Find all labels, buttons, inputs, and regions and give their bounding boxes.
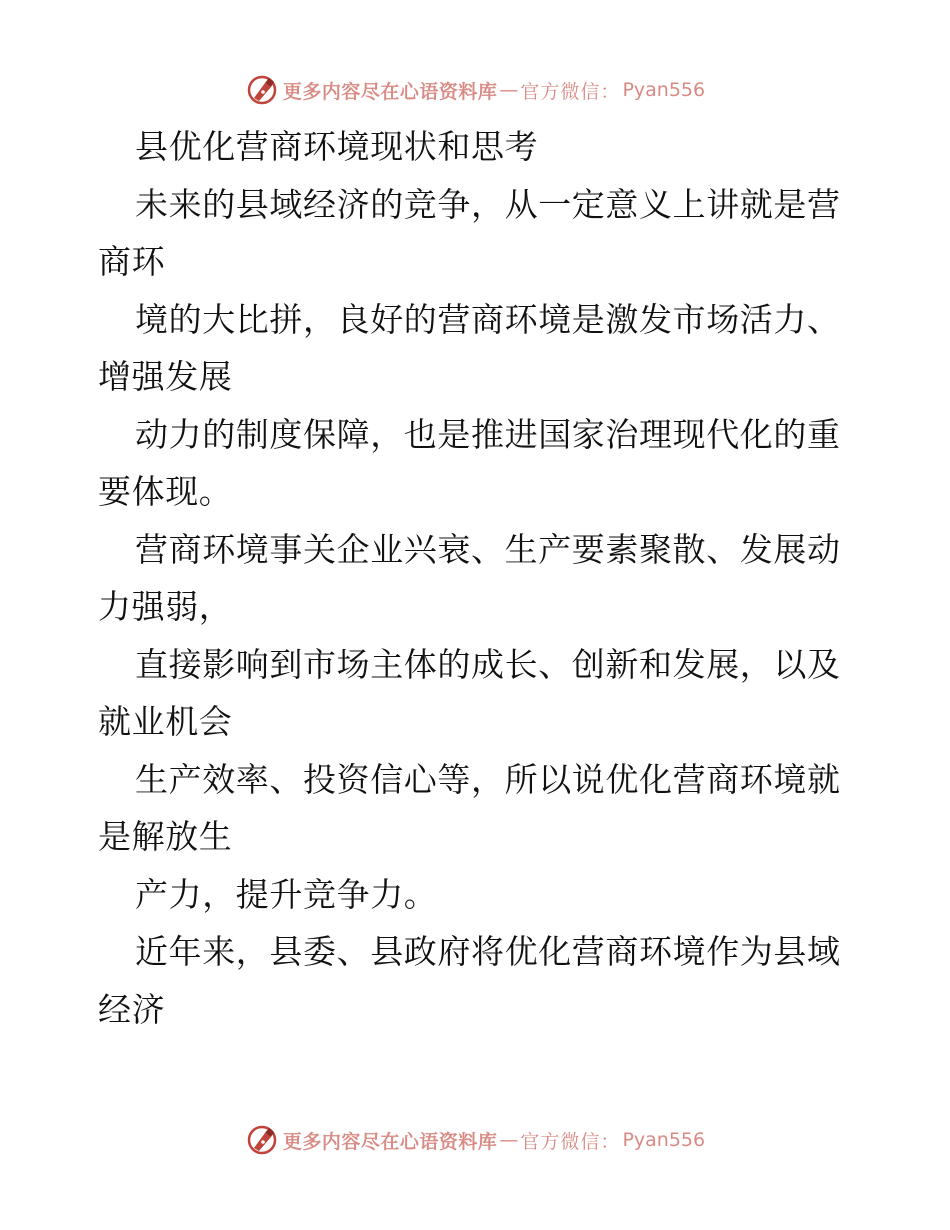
paragraph-line: 未来的县域经济的竞争，从一定意义上讲就是营 <box>135 184 841 224</box>
paragraph-line: 要体现。 <box>98 472 233 511</box>
paragraph-line: 就业机会 <box>98 702 233 741</box>
document-body <box>98 118 858 1038</box>
pen-nib-logo-icon <box>245 73 279 107</box>
paragraph-line: 增强发展 <box>98 357 233 396</box>
paragraph-line: 境的大比拼，良好的营商环境是激发市场活力、 <box>135 299 841 339</box>
banner-separator: — <box>499 1129 519 1151</box>
footer-watermark-banner <box>0 1120 950 1160</box>
header-watermark-banner <box>0 70 950 110</box>
paragraph-line: 动力的制度保障，也是推进国家治理现代化的重 <box>135 414 841 454</box>
paragraph-line: 商环 <box>98 242 166 281</box>
paragraph-line: 产力，提升竞争力。 <box>135 874 438 914</box>
banner-wechat-id: Pyan556 <box>622 79 706 101</box>
banner-main-text: 更多内容尽在心语资料库 <box>282 1130 498 1153</box>
banner-wechat-id: Pyan556 <box>622 1129 706 1151</box>
paragraph-line: 直接影响到市场主体的成长、创新和发展，以及 <box>135 644 841 684</box>
paragraph-line: 近年来，县委、县政府将优化营商环境作为县域 <box>135 932 841 971</box>
banner-wechat-label: 官方微信： <box>520 80 621 103</box>
banner-main-text: 更多内容尽在心语资料库 <box>282 80 498 103</box>
banner-wechat-label: 官方微信： <box>520 1130 621 1153</box>
paragraph-line: 力强弱， <box>98 587 233 626</box>
paragraph-line: 营商环境事关企业兴衰、生产要素聚散、发展动 <box>135 529 841 569</box>
banner-separator: — <box>499 79 519 101</box>
paragraph-line: 经济 <box>98 989 166 1029</box>
paragraph-line: 是解放生 <box>98 817 233 856</box>
document-title: 县优化营商环境现状和思考 <box>135 127 539 166</box>
pen-nib-logo-icon <box>245 1123 279 1157</box>
paragraph-line: 生产效率、投资信心等，所以说优化营商环境就 <box>135 759 841 799</box>
